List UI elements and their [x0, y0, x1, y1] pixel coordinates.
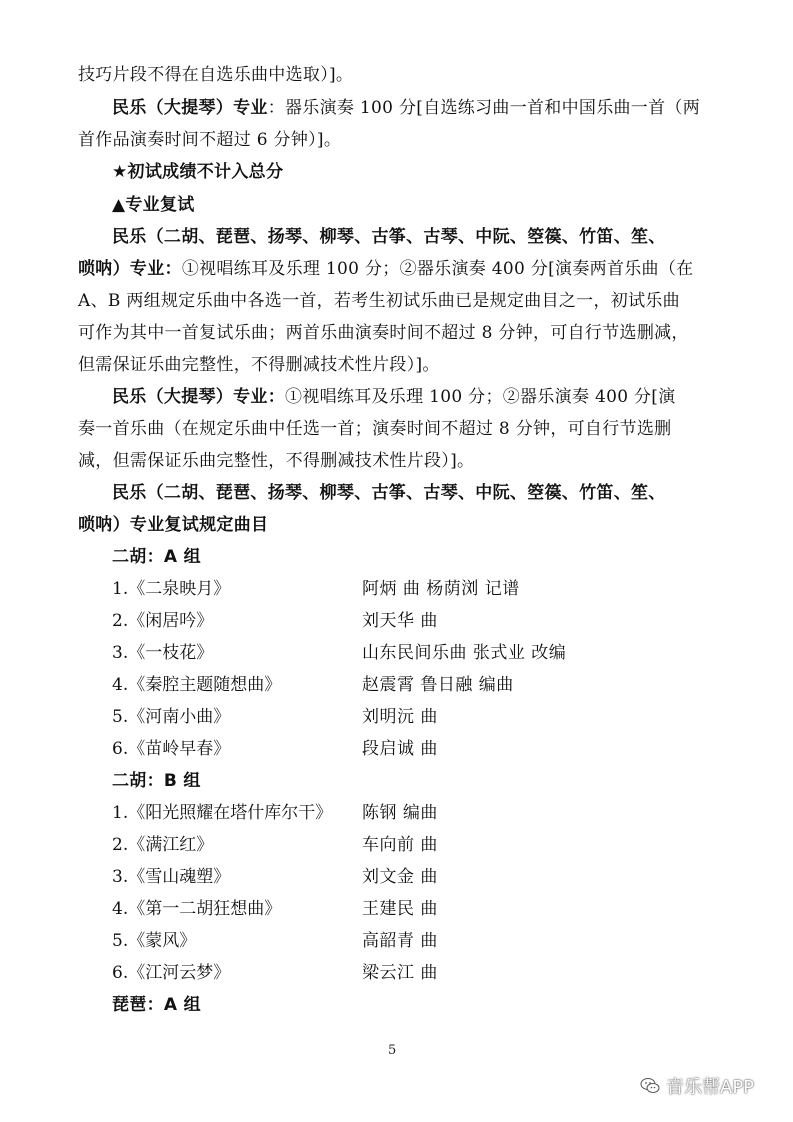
piece-composer: 阿炳 曲 杨荫浏 记谱: [362, 579, 520, 599]
daitiqin-fushi-line: [112, 386, 752, 408]
daitiqin-text: ：器乐演奏 100 分[自选练习曲一首和中国乐曲一首（两: [267, 98, 700, 118]
watermark: [640, 1073, 754, 1099]
piece-title: 6.《江河云梦》: [112, 963, 231, 983]
watermark-text: 音乐帮APP: [666, 1077, 755, 1098]
piece-composer: 山东民间乐曲 张式业 改编: [362, 643, 567, 663]
piece-composer: 刘明沅 曲: [362, 707, 438, 727]
piece-title: 5.《河南小曲》: [112, 707, 231, 727]
repertoire-heading: 唢呐）专业复试规定曲目: [78, 515, 269, 535]
piece-title: 5.《蒙风》: [112, 931, 197, 951]
section-heading: ▲专业复试: [112, 195, 195, 215]
text-line: 技巧片段不得在自选乐曲中选取）]。: [78, 65, 354, 85]
minyue-label: 唢呐）专业：: [78, 259, 182, 279]
piece-title: 6.《苗岭早春》: [112, 739, 231, 759]
daitiqin-label: 民乐（大提琴）专业: [112, 98, 268, 118]
piece-composer: 赵震霄 鲁日融 编曲: [362, 675, 514, 695]
piece-title: 2.《满江红》: [112, 835, 214, 855]
wechat-icon: [640, 1077, 660, 1095]
group-heading: 二胡：A 组: [112, 547, 201, 567]
piece-title: 3.《雪山魂塑》: [112, 867, 231, 887]
daitiqin-label: 民乐（大提琴）专业：: [112, 387, 285, 407]
piece-composer: 刘文金 曲: [362, 867, 438, 887]
piece-composer: 高韶青 曲: [362, 931, 438, 951]
text-line: 可作为其中一首复试乐曲；两首乐曲演奏时间不超过 8 分钟，可自行节选删减，: [78, 323, 689, 343]
text-line: 奏一首乐曲（在规定乐曲中任选一首；演奏时间不超过 8 分钟，可自行节选删: [78, 419, 672, 439]
text-line: 首作品演奏时间不超过 6 分钟）]。: [78, 130, 342, 150]
piece-composer: 王建民 曲: [362, 899, 438, 919]
piece-title: 3.《一枝花》: [112, 643, 214, 663]
minyue-label-line: 民乐（二胡、琵琶、扬琴、柳琴、古筝、古琴、中阮、箜篌、竹笛、笙、: [112, 227, 666, 247]
group-heading: 二胡：B 组: [112, 771, 201, 791]
note-line: ★初试成绩不计入总分: [112, 162, 284, 182]
group-heading: 琵琶：A 组: [112, 995, 201, 1015]
daitiqin-text: ①视唱练耳及乐理 100 分；②器乐演奏 400 分[演: [285, 387, 676, 407]
piece-title: 4.《第一二胡狂想曲》: [112, 899, 282, 919]
page-number: 5: [388, 1043, 397, 1058]
repertoire-heading: 民乐（二胡、琵琶、扬琴、柳琴、古筝、古琴、中阮、箜篌、竹笛、笙、: [112, 483, 666, 503]
piece-composer: 梁云江 曲: [362, 963, 438, 983]
text-line: 但需保证乐曲完整性，不得删减技术性片段）]。: [78, 355, 440, 375]
piece-composer: 段启诚 曲: [362, 739, 438, 759]
minyue-text-line: [78, 258, 718, 280]
piece-title: 2.《闲居吟》: [112, 611, 214, 631]
piece-title: 1.《二泉映月》: [112, 579, 231, 599]
text-line: 减，但需保证乐曲完整性，不得删减技术性片段）]。: [78, 451, 475, 471]
piece-composer: 陈钢 编曲: [362, 803, 438, 823]
piece-composer: 车向前 曲: [362, 835, 438, 855]
text-line: A、B 两组规定乐曲中各选一首，若考生初试乐曲已是规定曲目之一，初试乐曲: [78, 291, 680, 311]
daitiqin-preliminary-line: [112, 97, 752, 119]
piece-title: 4.《秦腔主题随想曲》: [112, 675, 282, 695]
piece-title: 1.《阳光照耀在塔什库尔干》: [112, 803, 333, 823]
minyue-text: ①视唱练耳及乐理 100 分；②器乐演奏 400 分[演奏两首乐曲（在: [181, 259, 694, 279]
piece-composer: 刘天华 曲: [362, 611, 438, 631]
